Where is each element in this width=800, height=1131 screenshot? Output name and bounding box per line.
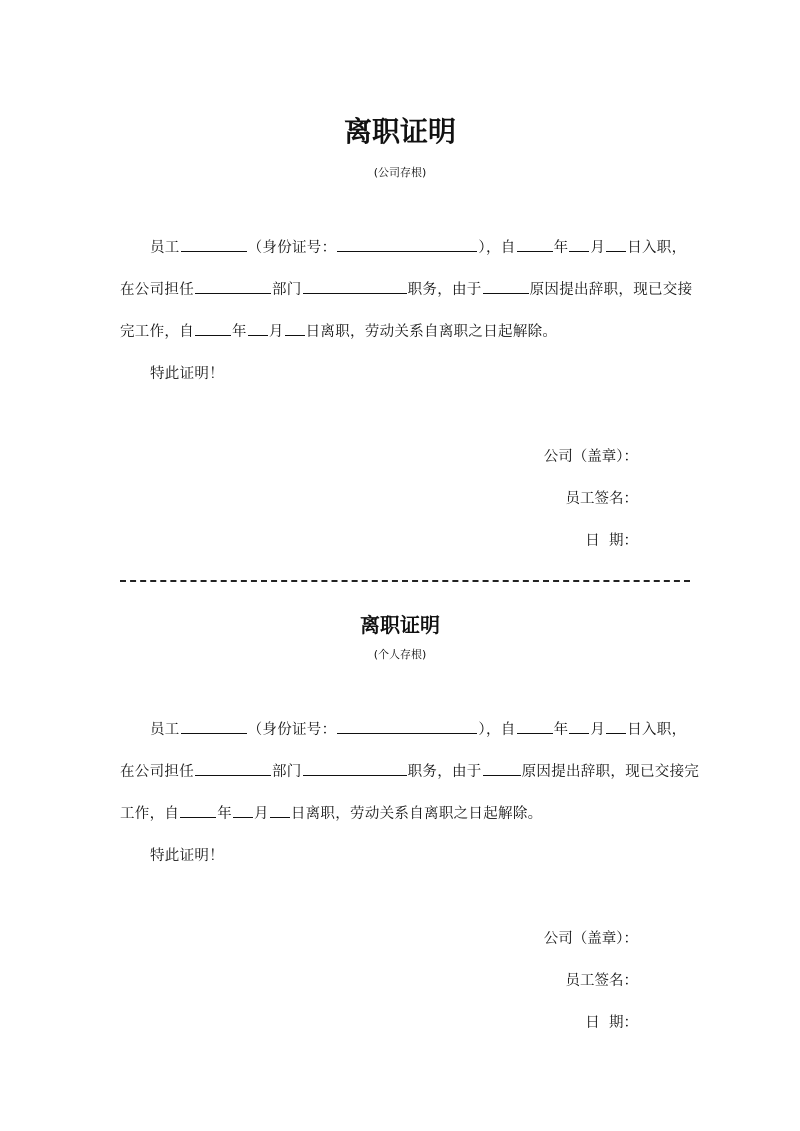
leave-year-blank[interactable]	[195, 320, 231, 336]
label-employee: 员工	[150, 722, 180, 738]
reason-blank[interactable]	[483, 760, 521, 776]
top-company-seal-label: 公司（盖章）：	[543, 449, 638, 465]
top-employee-signature-label: 员工签名：	[565, 491, 638, 507]
top-subtitle: (公司存根)	[373, 166, 427, 179]
top-date-label: 日 期：	[585, 533, 638, 549]
label-month: 月	[590, 722, 606, 738]
hire-year-blank[interactable]	[517, 718, 553, 734]
label-hire-day: 日入职，	[627, 722, 687, 738]
label-hire-day: 日入职，	[627, 240, 687, 256]
label-month: 月	[254, 806, 269, 822]
top-paragraph-line-3	[120, 320, 557, 341]
top-paragraph-line-1	[150, 236, 686, 257]
bottom-closing: 特此证明！	[150, 848, 224, 864]
label-id-number: （身份证号：	[247, 722, 337, 738]
top-closing: 特此证明！	[150, 366, 224, 382]
label-year: 年	[553, 722, 569, 738]
label-completed-work: 工作，自	[120, 806, 180, 822]
bottom-date-label: 日 期：	[585, 1015, 638, 1031]
label-year: 年	[232, 324, 247, 340]
label-month: 月	[590, 240, 606, 256]
position-blank[interactable]	[303, 760, 407, 776]
label-leave-statement: 日离职，劳动关系自离职之日起解除。	[290, 806, 543, 822]
label-from: ），自	[478, 240, 516, 256]
leave-year-blank[interactable]	[180, 802, 216, 818]
id-number-blank[interactable]	[337, 718, 477, 734]
label-id-number: （身份证号：	[247, 240, 337, 256]
reason-blank[interactable]	[483, 278, 529, 294]
leave-month-blank[interactable]	[233, 802, 253, 818]
hire-day-blank[interactable]	[606, 236, 626, 252]
department-blank[interactable]	[195, 760, 271, 776]
id-number-blank[interactable]	[337, 236, 477, 252]
leave-month-blank[interactable]	[248, 320, 268, 336]
label-from: ），自	[478, 722, 516, 738]
department-blank[interactable]	[195, 278, 271, 294]
leave-day-blank[interactable]	[270, 802, 290, 818]
label-year: 年	[217, 806, 233, 822]
leave-day-blank[interactable]	[285, 320, 305, 336]
bottom-employee-signature-label: 员工签名：	[565, 973, 638, 989]
hire-month-blank[interactable]	[569, 718, 589, 734]
label-position-at: 在公司担任	[120, 764, 194, 780]
label-leave-statement: 日离职，劳动关系自离职之日起解除。	[305, 324, 558, 340]
cut-line-divider	[120, 580, 690, 582]
hire-month-blank[interactable]	[569, 236, 589, 252]
label-duty-due-to: 职务，由于	[407, 764, 482, 780]
bottom-title: 离职证明	[360, 613, 440, 637]
bottom-paragraph-line-2	[120, 760, 699, 781]
label-department: 部门	[272, 282, 302, 298]
label-year: 年	[553, 240, 569, 256]
top-paragraph-line-2	[120, 278, 692, 299]
employee-name-blank[interactable]	[181, 236, 247, 252]
label-department: 部门	[272, 764, 302, 780]
employee-name-blank[interactable]	[181, 718, 247, 734]
bottom-company-seal-label: 公司（盖章）：	[543, 931, 638, 947]
label-duty-due-to: 职务，由于	[407, 282, 482, 298]
position-blank[interactable]	[303, 278, 407, 294]
label-position-at: 在公司担任	[120, 282, 194, 298]
label-resignation-reason: 原因提出辞职，现已交接	[529, 282, 693, 298]
label-month: 月	[268, 324, 284, 340]
bottom-subtitle: (个人存根)	[373, 648, 427, 661]
label-employee: 员工	[150, 240, 180, 256]
label-resignation-reason: 原因提出辞职，现已交接完	[521, 764, 700, 780]
hire-year-blank[interactable]	[517, 236, 553, 252]
top-title: 离职证明	[343, 115, 456, 148]
label-completed-work: 完工作，自	[120, 324, 194, 340]
bottom-paragraph-line-1	[150, 718, 686, 739]
bottom-paragraph-line-3	[120, 802, 542, 823]
hire-day-blank[interactable]	[606, 718, 626, 734]
